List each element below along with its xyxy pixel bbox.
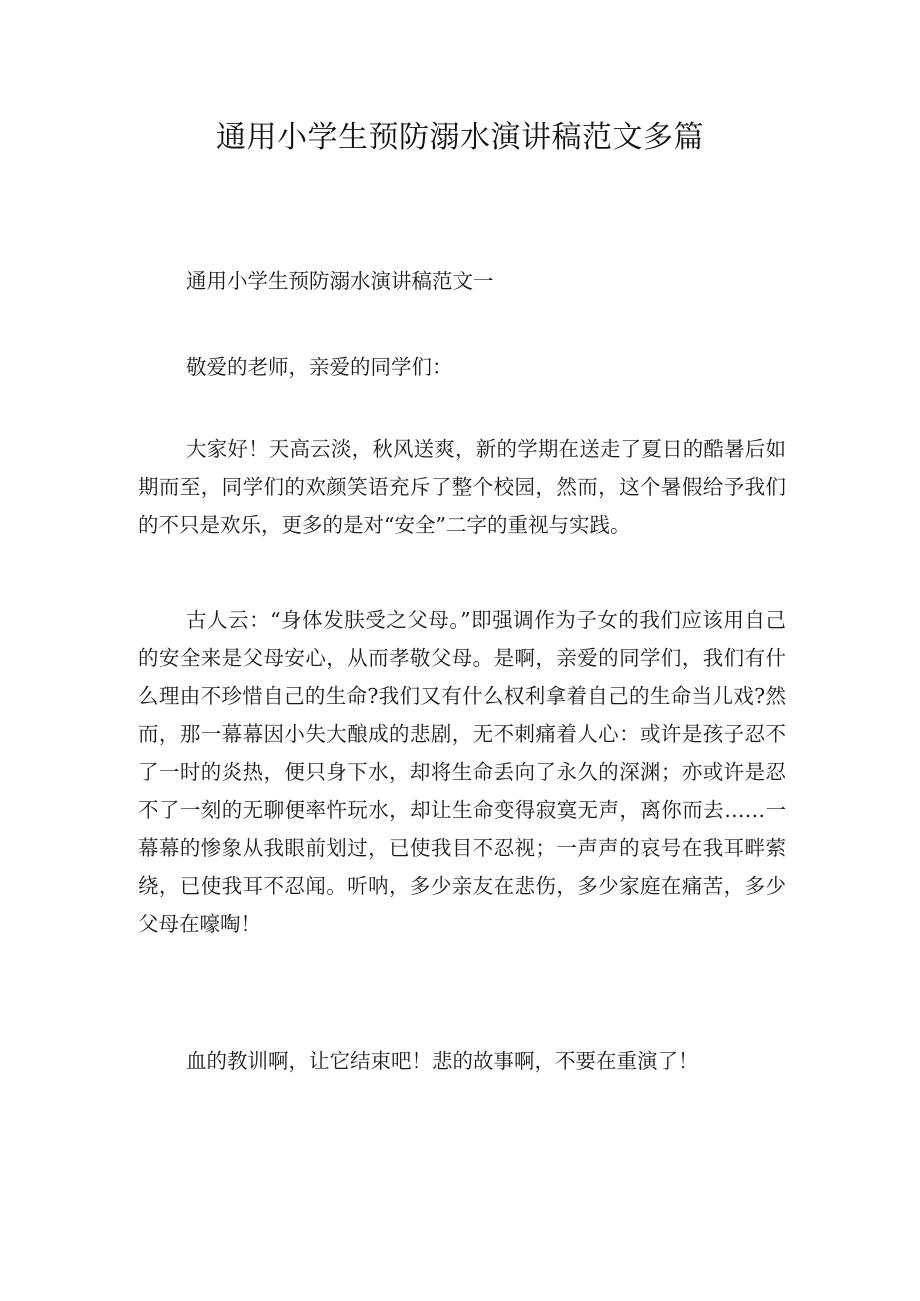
- section-heading: 通用小学生预防溺水演讲稿范文一: [186, 269, 494, 293]
- body-paragraph: 古人云：“身体发肤受之父母。”即强调作为子女的我们应该用自己的安全来是父母安心，从而孝敬父母。是啊，亲爱的同学们，我们有什么理由不珍惜自己的生命?我们又有什么权利拿着自己的生命当儿戏?然而，那一幕幕因小失大酿成的悲剧，无不刺痛着人心：或许是孩子忍不了一时的炎热，便只身下水，却将生命丢向了永久的深渊；亦或许是忍不了一刻的无聊便率忤玩水，却让生命变得寂寞无声，离你而去……一幕幕的惨象从我眼前划过，已使我目不忍视；一声声的哀号在我耳畔萦绕，已使我耳不忍闻。听呐，多少亲友在悲伤，多少家庭在痛苦，多少父母在嚎啕！: [138, 608, 786, 936]
- greeting-paragraph: 敬爱的老师，亲爱的同学们：: [186, 355, 453, 379]
- body-paragraph: 大家好！天高云淡，秋风送爽，新的学期在送走了夏日的酷暑后如期而至，同学们的欢颜笑语充斥了整个校园，然而，这个暑假给予我们的不只是欢乐，更多的是对“安全”二字的重视与实践。: [138, 437, 786, 537]
- body-paragraph: 血的教训啊，让它结束吧！悲的故事啊，不要在重演了！: [186, 1049, 699, 1073]
- document-title: 通用小学生预防溺水演讲稿范文多篇: [216, 120, 704, 155]
